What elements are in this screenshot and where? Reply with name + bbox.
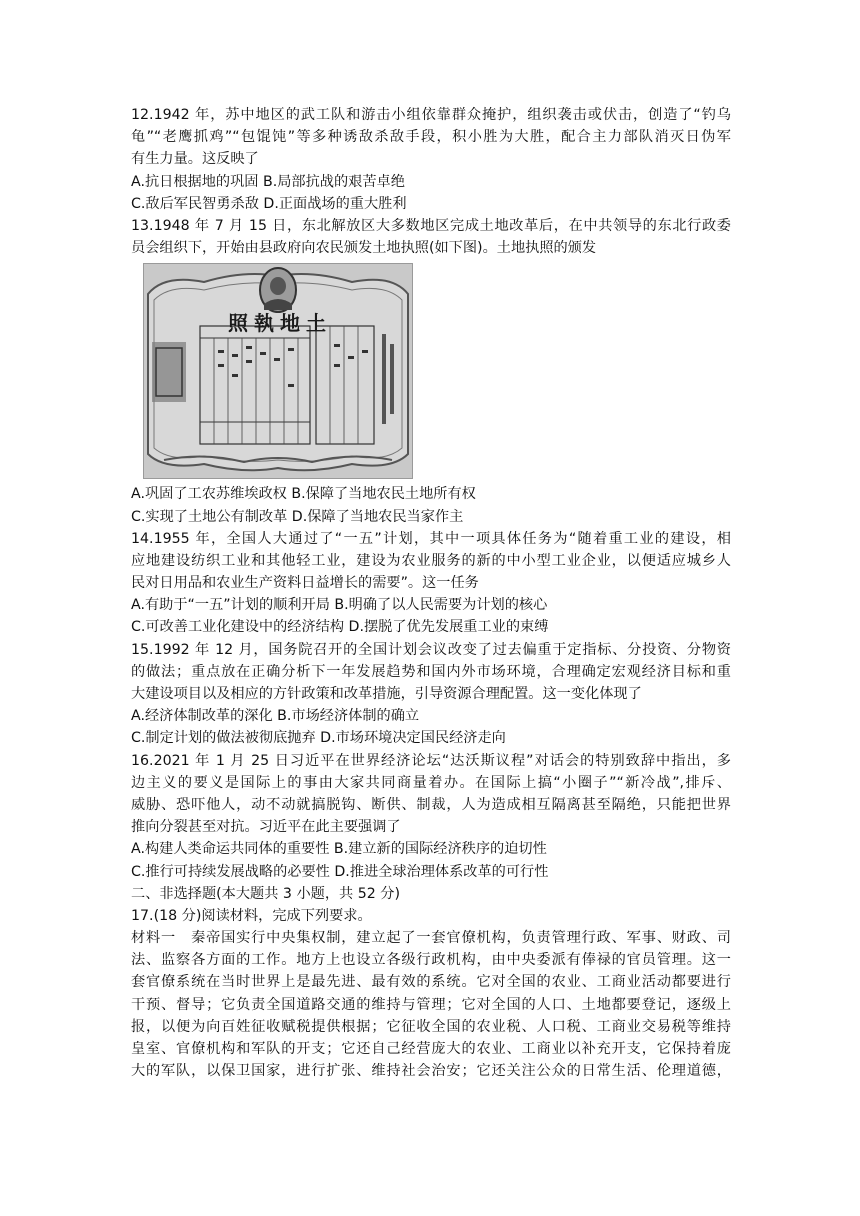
question-14-options-line: A.有助于“一五”计划的顺利开局 B.明确了以人民需要为计划的核心: [131, 597, 548, 614]
question-12-stem-line: 有生力量。这反映了: [131, 151, 259, 168]
question-16-stem-line: 边主义的要义是国际上的事由大家共同商量着办。在国际上搞“小圈子”“新冷战”,排斥、: [131, 774, 731, 791]
exam-content: [131, 104, 731, 1082]
land-license-photo: [143, 263, 413, 479]
question-16-stem-line: 威胁、恐吓他人，动不动就搞脱钩、断供、制裁，人为造成相互隔离甚至隔绝，只能把世界: [131, 796, 731, 813]
question-13-stem-line: 13.1948 年 7 月 15 日，东北解放区大多数地区完成土地改革后，在中共领导的东北行政委: [131, 217, 731, 234]
question-12-options-line: C.敌后军民智勇杀敌 D.正面战场的重大胜利: [131, 195, 407, 212]
question-12: [131, 104, 731, 215]
material-line: 干预、督导；它负责全国道路交通的维持与管理；它对全国的人口、土地都要登记，逐级上: [131, 996, 731, 1013]
question-14: [131, 528, 731, 639]
question-15-options-line: A.经济体制改革的深化 B.市场经济体制的确立: [131, 708, 420, 725]
question-16-options-line: C.推行可持续发展战略的必要性 D.推进全球治理体系改革的可行性: [131, 863, 549, 880]
material-line: 大的军队，以保卫国家，进行扩张、维持社会治安；它还关注公众的日常生活、伦理道德，: [131, 1063, 731, 1080]
section-heading: 二、非选择题(本大题共 3 小题，共 52 分): [131, 885, 401, 902]
material-line: 报，以便为向百姓征收赋税提供根据；它征收全国的农业税、人口税、工商业交易税等维持: [131, 1018, 731, 1035]
question-12-stem-line: 龟”“老鹰抓鸡”“包馄饨”等多种诱敌杀敌手段，积小胜为大胜，配合主力部队消灭日伪军: [131, 129, 731, 146]
land-license-title: 照執地土: [228, 311, 332, 336]
question-13: [131, 215, 731, 528]
material-line: 法、监察各方面的工作。地方上也设立各级行政机构，由中央委派有俸禄的官员管理。这一: [131, 952, 731, 969]
question-14-stem-line: 14.1955 年，全国人大通过了“一五”计划，其中一项具体任务为“随着重工业的建设，相: [131, 530, 731, 547]
question-16-options-line: A.构建人类命运共同体的重要性 B.建立新的国际经济秩序的迫切性: [131, 841, 547, 858]
question-12-options-line: A.抗日根据地的巩固 B.局部抗战的艰苦卓绝: [131, 173, 405, 190]
land-license-illustration: [144, 264, 412, 478]
material-line: 皇室、官僚机构和军队的开支；它还自己经营庞大的农业、工商业以补充开支，它保持着庞: [131, 1041, 731, 1057]
question-16: [131, 750, 731, 883]
section-nonchoice: [131, 883, 731, 1083]
question-15-stem-line: 的做法；重点放在正确分析下一年发展趋势和国内外市场环境，合理确定宏观经济目标和重: [131, 663, 731, 680]
question-14-stem-line: 应地建设纺织工业和其他轻工业，建设为农业服务的新的中小型工业企业，以便适应城乡人: [131, 552, 731, 569]
question-15-stem-line: 15.1992 年 12 月，国务院召开的全国计划会议改变了过去偏重于定指标、分投资、分物资: [131, 641, 731, 658]
question-12-stem-line: 12.1942 年，苏中地区的武工队和游击小组依靠群众掩护，组织袭击或伏击，创造了“钓乌: [131, 107, 731, 123]
question-13-stem-line: 员会组织下，开始由县政府向农民颁发土地执照(如下图)。土地执照的颁发: [131, 240, 597, 257]
question-14-options-line: C.可改善工业化建设中的经济结构 D.摆脱了优先发展重工业的束缚: [131, 619, 549, 636]
question-15-options-line: C.制定计划的做法被彻底抛弃 D.市场环境决定国民经济走向: [131, 730, 506, 747]
question-13-options-line: A.巩固了工农苏维埃政权 B.保障了当地农民土地所有权: [131, 486, 476, 503]
question-15-stem-line: 大建设项目以及相应的方针政策和改革措施，引导资源合理配置。这一变化体现了: [131, 686, 642, 702]
material-line: 套官僚系统在当时世界上是最先进、最有效的系统。它对全国的农业、工商业活动都要进行: [131, 974, 731, 991]
question-17-heading: 17.(18 分)阅读材料，完成下列要求。: [131, 907, 372, 924]
question-16-stem-line: 16.2021 年 1 月 25 日习近平在世界经济论坛“达沃斯议程”对话会的特别致辞中指出，多: [131, 752, 731, 769]
material-line: 材料一 秦帝国实行中央集权制，建立起了一套官僚机构，负责管理行政、军事、财政、司: [131, 930, 731, 947]
question-13-options-line: C.实现了土地公有制改革 D.保障了当地农民当家作主: [131, 508, 464, 525]
question-15: [131, 639, 731, 750]
question-16-stem-line: 推向分裂甚至对抗。习近平在此主要强调了: [131, 819, 401, 836]
question-14-stem-line: 民对日用品和农业生产资料日益增长的需要”。这一任务: [131, 575, 479, 592]
